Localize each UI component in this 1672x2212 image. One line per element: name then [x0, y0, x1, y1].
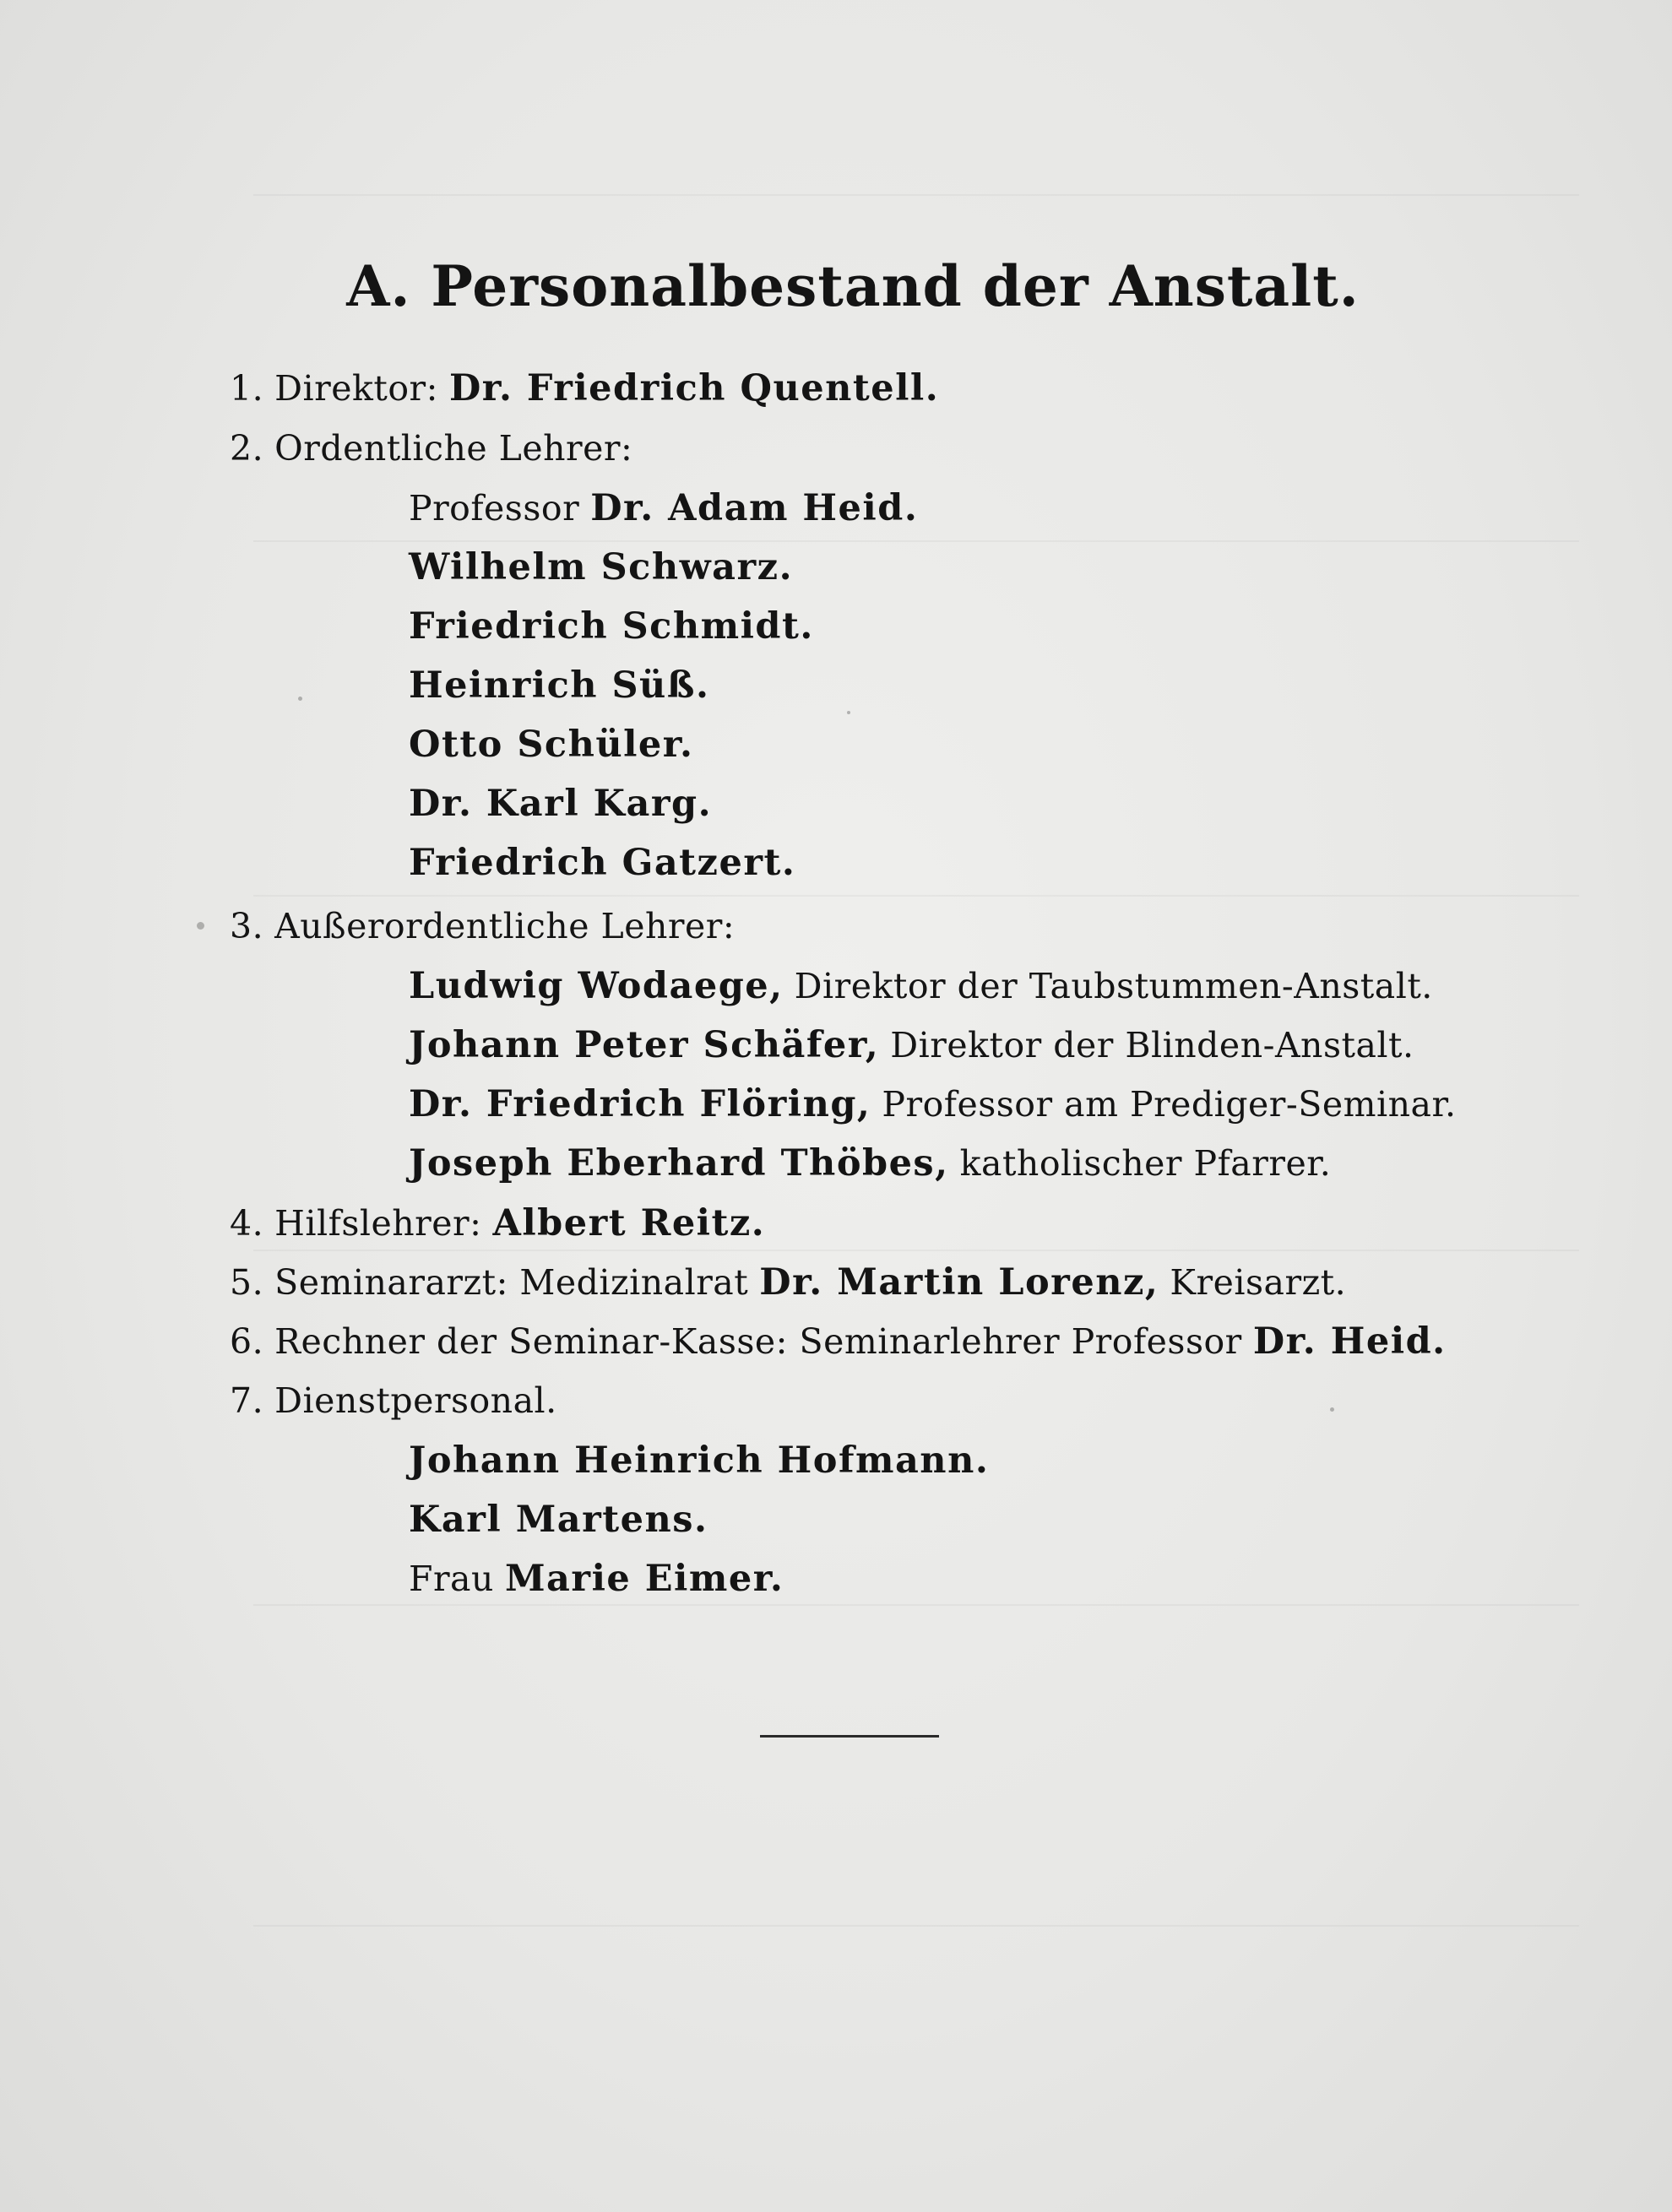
scan-speck: [847, 711, 850, 714]
member-name: Karl Martens.: [409, 1499, 708, 1541]
member-name: Dr. Adam Heid.: [590, 487, 919, 529]
section-number: 2.: [230, 428, 264, 469]
section-number: 7.: [230, 1380, 264, 1421]
member-name: Friedrich Schmidt.: [409, 605, 814, 648]
section-number: 4.: [230, 1203, 264, 1244]
closing-rule: [760, 1735, 939, 1738]
section-label: Direktor:: [274, 368, 438, 409]
member-prefix: Professor: [409, 488, 580, 529]
list-item: [409, 782, 712, 826]
scan-speck: [298, 697, 302, 701]
scan-speck: [1330, 1407, 1334, 1412]
section-label: Dienstpersonal.: [274, 1380, 557, 1421]
section-extraordinary-teachers: [230, 904, 735, 948]
member-role: Kreisarzt.: [1170, 1262, 1347, 1303]
member-name: Marie Eimer.: [504, 1558, 784, 1600]
list-item: [409, 723, 693, 767]
member-name: Joseph Eberhard Thöbes,: [409, 1142, 949, 1185]
member-role: Direktor der Blinden-Anstalt.: [890, 1025, 1414, 1065]
section-seminar-doctor: [230, 1261, 1346, 1304]
section-label: Ordentliche Lehrer:: [274, 428, 633, 469]
section-treasurer: [230, 1320, 1447, 1364]
list-item: [409, 605, 814, 648]
section-regular-teachers: [230, 426, 632, 470]
list-item: [409, 664, 709, 708]
bleed-through-line: [253, 194, 1579, 204]
member-name: Dr. Karl Karg.: [409, 783, 713, 825]
bleed-through-line: [253, 1250, 1579, 1260]
member-name: Heinrich Süß.: [409, 664, 710, 707]
member-role: katholischer Pfarrer.: [959, 1143, 1332, 1184]
list-item: [409, 1082, 1457, 1126]
member-role: Professor am Prediger-Seminar.: [882, 1084, 1457, 1125]
bleed-through-line: [253, 1604, 1579, 1614]
scan-speck: [197, 922, 204, 930]
section-director: [230, 366, 939, 410]
section-label: Außerordentliche Lehrer:: [274, 906, 736, 946]
list-item: [409, 1498, 708, 1542]
section-number: 3.: [230, 906, 264, 946]
list-item: [409, 1141, 1331, 1185]
section-label: Hilfslehrer:: [274, 1203, 482, 1244]
list-item: [409, 545, 793, 589]
member-name: Ludwig Wodaege,: [409, 965, 784, 1007]
list-item: [409, 1023, 1414, 1067]
member-name: Johann Heinrich Hofmann.: [409, 1439, 990, 1482]
list-item: [409, 841, 795, 885]
page-title: A. Personalbestand der Anstalt.: [346, 253, 1360, 319]
member-name: Dr. Heid.: [1252, 1320, 1447, 1363]
member-name: Otto Schüler.: [409, 724, 694, 766]
member-role: Direktor der Taubstummen-Anstalt.: [794, 966, 1433, 1006]
section-label: Seminararzt: Medizinalrat: [274, 1262, 749, 1303]
member-name: Albert Reitz.: [492, 1202, 766, 1244]
section-number: 1.: [230, 368, 264, 409]
member-name: Johann Peter Schäfer,: [409, 1024, 880, 1066]
section-label: Rechner der Seminar-Kasse: Seminarlehrer Professor: [274, 1321, 1242, 1362]
list-item: [409, 1439, 989, 1483]
director-name: Dr. Friedrich Quentell.: [448, 367, 940, 409]
member-prefix: Frau: [409, 1559, 494, 1599]
section-number: 6.: [230, 1321, 264, 1362]
list-item: [409, 486, 918, 530]
member-name: Dr. Friedrich Flöring,: [409, 1083, 871, 1125]
list-item: [409, 964, 1433, 1008]
bleed-through-line: [253, 1925, 1579, 1935]
section-number: 5.: [230, 1262, 264, 1303]
member-name: Friedrich Gatzert.: [409, 842, 796, 884]
section-staff: [230, 1379, 557, 1423]
list-item: [409, 1557, 784, 1601]
member-name: Wilhelm Schwarz.: [409, 546, 794, 588]
member-name: Dr. Martin Lorenz,: [759, 1261, 1159, 1304]
section-assistant-teacher: [230, 1201, 765, 1245]
